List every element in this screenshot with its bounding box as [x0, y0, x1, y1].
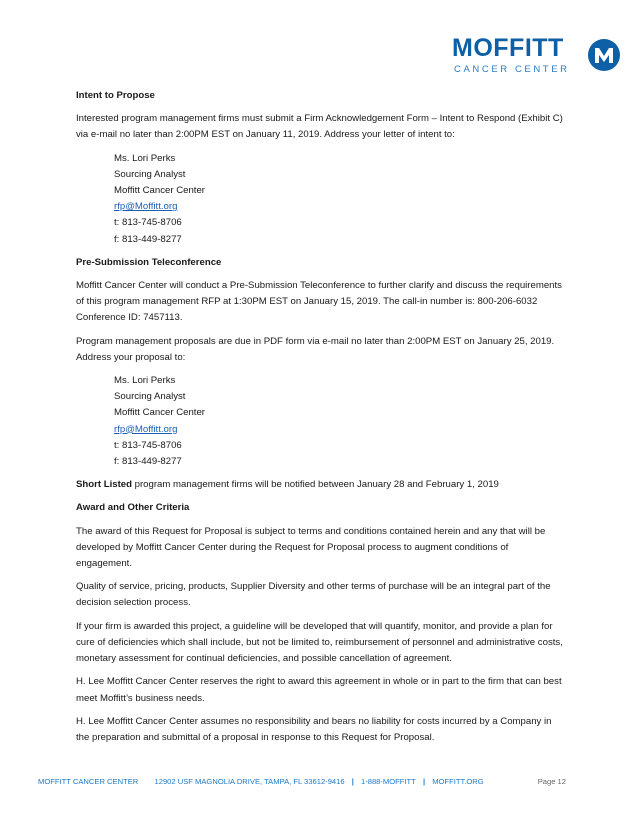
contact-phone: t: 813-745-8706	[114, 217, 182, 229]
footer-site-link[interactable]: MOFFITT.ORG	[432, 777, 484, 786]
award-paragraph-1: The award of this Request for Proposal is subject to terms and conditions contained herein and any that will be developed by Moffitt Cancer Center during the Request for Proposal process to augment conditions of engagement.	[76, 525, 546, 570]
shortlist-label: Short Listed	[76, 479, 132, 491]
intent-paragraph: Interested program management firms must submit a Firm Acknowledgement Form – Intent to Respond (Exhibit C) via e-mail no later than 2:00PM EST on January 11, 2019. Address your letter of intent to:	[76, 113, 563, 141]
shortlist-text: program management firms will be notified between January 28 and February 1, 2019	[131, 479, 499, 491]
footer-separator: |	[422, 777, 426, 786]
intent-heading: Intent to Propose	[76, 90, 155, 101]
contact-email-link[interactable]: rfp@Moffitt.org	[114, 201, 178, 213]
logo-subtitle: CANCER CENTER	[454, 64, 570, 75]
contact-fax: f: 813-449-8277	[114, 233, 182, 245]
contact-org: Moffitt Cancer Center	[114, 185, 205, 197]
award-paragraph-4: H. Lee Moffitt Cancer Center reserves the right to award this agreement in whole or in part to the firm that can best meet Moffitt’s business needs.	[76, 676, 562, 704]
logo-wordmark: MOFFITT	[452, 34, 564, 62]
contact-title: Sourcing Analyst	[114, 168, 186, 180]
footer-address: 12902 USF MAGNOLIA DRIVE, TAMPA, FL 33612-9416	[154, 777, 345, 786]
footer-phone: 1-888-MOFFITT	[360, 777, 416, 786]
page-number: Page 12	[537, 777, 566, 786]
contact-name: Ms. Lori Perks	[114, 375, 176, 387]
shortlist-paragraph	[76, 477, 564, 493]
award-paragraph-2: Quality of service, pricing, products, Supplier Diversity and other terms of purchase will be an integral part of the decision selection process.	[76, 581, 551, 609]
contact-fax: f: 813-449-8277	[114, 456, 182, 468]
contact-name: Ms. Lori Perks	[114, 152, 176, 164]
footer-separator: |	[351, 777, 354, 786]
award-paragraph-3: If your firm is awarded this project, a guideline will be developed that will quantify, monitor, and provide a plan for cure of deficiencies which shall include, but not be limited to, reimbursement of personnel and administrative costs, monetary assessment for continual deficiencies, and possible cancellation of agreement.	[76, 620, 563, 665]
contact-org: Moffitt Cancer Center	[114, 407, 205, 419]
page-footer	[38, 777, 566, 791]
footer-org: MOFFITT CANCER CENTER	[38, 777, 139, 786]
contact-phone: t: 813-745-8706	[114, 439, 182, 451]
contact-block-1	[114, 151, 564, 248]
contact-title: Sourcing Analyst	[114, 391, 186, 403]
document-body	[76, 88, 564, 753]
teleconference-paragraph: Moffitt Cancer Center will conduct a Pre-Submission Teleconference to further clarify and discuss the requirements of this program management RFP at 1:30PM EST on January 15, 2019. The call-in number is: 800-206-6032 Conference ID: 7457113.	[76, 280, 562, 324]
moffitt-m-icon	[586, 35, 622, 75]
proposal-due-paragraph: Program management proposals are due in PDF form via e-mail no later than 2:00PM EST on January 25, 2019. Address your proposal to:	[76, 335, 555, 363]
moffitt-logo	[452, 32, 620, 80]
teleconference-heading: Pre-Submission Teleconference	[76, 256, 222, 268]
award-paragraph-5: H. Lee Moffitt Cancer Center assumes no responsibility and bears no liability for costs incurred by a Company in the preparation and submittal of a proposal in response to this Request for Proposal.	[76, 715, 552, 743]
award-heading: Award and Other Criteria	[76, 502, 190, 514]
contact-email-link[interactable]: rfp@Moffitt.org	[114, 423, 178, 435]
contact-block-2	[114, 373, 564, 470]
